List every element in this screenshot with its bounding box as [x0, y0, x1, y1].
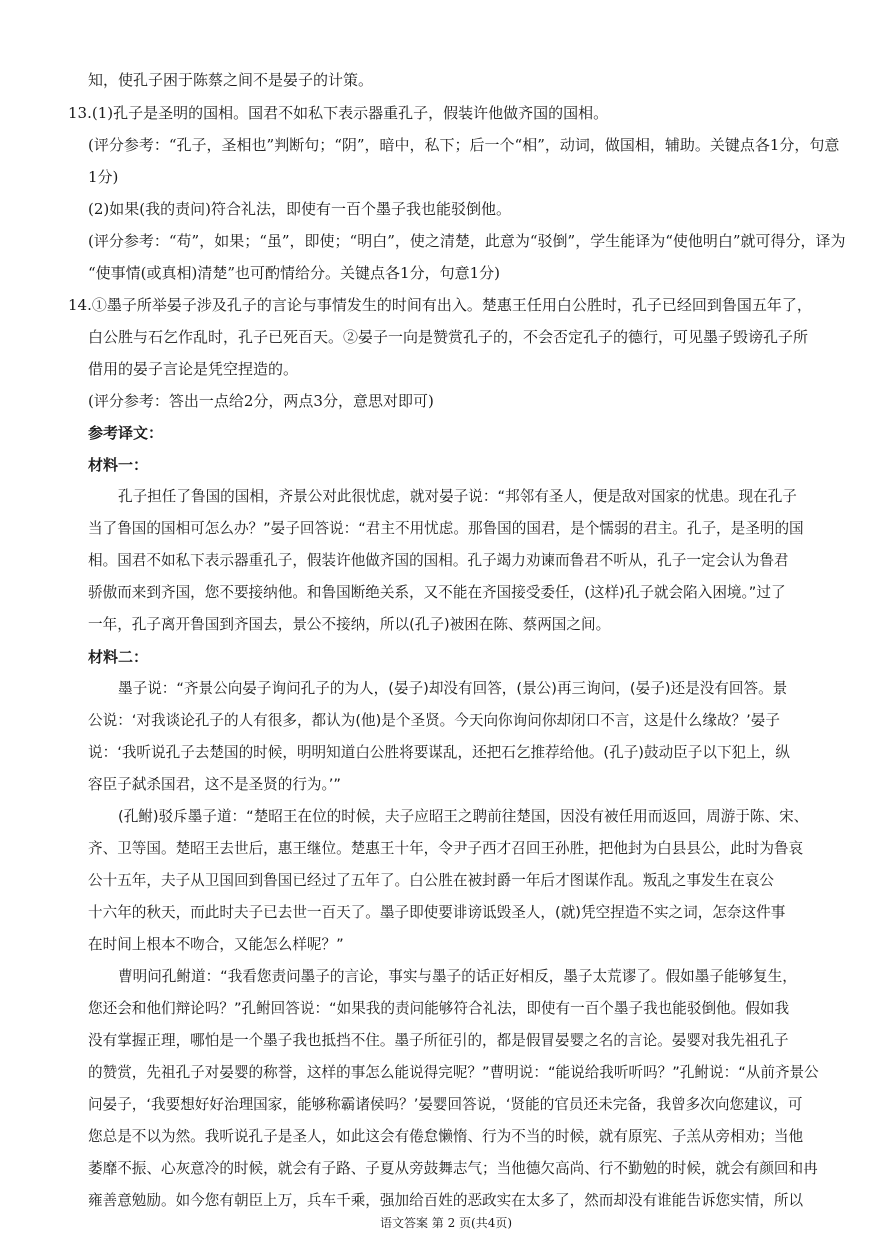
text-line: 14.①墨子所举晏子涉及孔子的言论与事情发生的时间有出入。楚惠王任用白公胜时，孔子已经回到鲁国五年了， [68, 296, 812, 314]
q14-grading-note [0, 391, 892, 411]
text-line: (2)如果(我的责问)符合礼法，即使有一百个墨子我也能驳倒他。 [88, 200, 511, 218]
text-line: 公十五年，夫子从卫国回到鲁国已经过了五年了。白公胜在被封爵一年后才图谋作乱。叛乱之事发生在哀公 [88, 872, 774, 889]
material-one-text [0, 487, 892, 635]
reference-translation-heading [0, 423, 892, 443]
text-line: 齐、卫等国。楚昭王去世后，惠王继位。楚惠王十年，令尹子西才召回王孙胜，把他封为白县县公，此时为鲁哀 [88, 840, 804, 857]
text-line: 白公胜与石乞作乱时，孔子已死百天。②晏子一向是赞赏孔子的，不会否定孔子的德行，可见墨子毁谤孔子所 [88, 328, 809, 346]
text-line: 雍善意勉励。如今您有朝臣上万，兵车千乘，强加给百姓的恶政实在太多了，然而却没有谁能告诉您实情，所以 [88, 1192, 804, 1209]
text-line: 问晏子，‘我要想好好治理国家，能够称霸诸侯吗？’晏婴回答说，‘贤能的官员还未完备，我曾多次向您建议，可 [88, 1096, 803, 1113]
material-two-paragraph-2 [0, 807, 892, 955]
text-line: 十六年的秋天，而此时夫子已去世一百天了。墨子即使要诽谤诋毁圣人，(就)凭空捏造不实之词，怎奈这件事 [88, 904, 786, 921]
text-line: 墨子说：“齐景公向晏子询问孔子的为人，(晏子)却没有回答，(景公)再三询问，(晏子)还是没有回答。景 [118, 680, 788, 697]
text-line: (评分参考：“苟”，如果；“虽”，即使；“明白”，使之清楚，此意为“驳倒”，学生能译为“使他明白”就可得分，译为 [88, 232, 846, 250]
text-line: (孔鲋)驳斥墨子道：“楚昭王在位的时候，夫子应昭王之聘前往楚国，因没有被任用而返回，周游于陈、宋、 [118, 808, 809, 825]
material-one-heading [0, 455, 892, 475]
text-line: 萎靡不振、心灰意冷的时候，就会有子路、子夏从旁鼓舞志气；当他德欠高尚、行不勤勉的时候，就会有颜回和冉 [88, 1160, 818, 1177]
page-footer: 语文答案 第 2 页(共4页) [379, 1216, 513, 1230]
text-line: (评分参考：答出一点给2分，两点3分，意思对即可) [88, 392, 434, 410]
q13-1-grading-note [0, 135, 892, 187]
text-line: 您还会和他们辩论吗？”孔鲋回答说：“如果我的责问能够符合礼法，即使有一百个墨子我也能驳倒他。假如我 [88, 1000, 790, 1017]
text-line: (评分参考：“孔子，圣相也”判断句；“阴”，暗中，私下；后一个“相”，动词，做国相，辅助。关键点各1分，句意 [88, 136, 840, 154]
text-line: 没有掌握正理，哪怕是一个墨子我也抵挡不住。墨子所征引的，都是假冒晏婴之名的言论。晏婴对我先祖孔子 [88, 1032, 789, 1049]
text-line: 1分) [88, 168, 119, 186]
text-line: 13.(1)孔子是圣明的国相。国君不如私下表示器重孔子，假装许他做齐国的国相。 [68, 104, 609, 122]
text-line: 材料一： [88, 456, 149, 474]
text-line: 知，使孔子困于陈蔡之间不是晏子的计策。 [88, 71, 374, 89]
text-line: 一年，孔子离开鲁国到齐国去，景公不接纳，所以(孔子)被困在陈、蔡两国之间。 [88, 616, 611, 633]
q13-2-grading-note [0, 231, 892, 283]
text-line: 相。国君不如私下表示器重孔子，假装许他做齐国的国相。孔子竭力劝谏而鲁君不听从，孔子一定会认为鲁君 [88, 552, 789, 569]
text-line: 您总是不以为然。我听说孔子是圣人，如此这会有倦怠懒惰、行为不当的时候，就有原宪、子羔从旁相劝；当他 [88, 1128, 804, 1145]
text-line: “使事情(或真相)清楚”也可酌情给分。关键点各1分，句意1分) [88, 264, 500, 282]
q12-tail [0, 70, 892, 90]
text-line: 当了鲁国的国相可怎么办？”晏子回答说：“君主不用忧虑。那鲁国的国君，是个懦弱的君主。孔子，是圣明的国 [88, 520, 804, 537]
text-line: 骄傲而来到齐国，您不要接纳他。和鲁国断绝关系，又不能在齐国接受委任，(这样)孔子就会陷入困境。”过了 [88, 584, 786, 601]
text-line: 参考译文： [88, 424, 164, 442]
material-two-paragraph-1 [0, 679, 892, 795]
text-line: 公说：‘对我谈论孔子的人有很多，都认为(他)是个圣贤。今天向你询问你却闭口不言，这是什么缘故？’晏子 [88, 712, 780, 729]
q13-1-answer [0, 103, 892, 123]
text-line: 说：‘我听说孔子去楚国的时候，明明知道白公胜将要谋乱，还把石乞推荐给他。(孔子)鼓动臣子以下犯上，纵 [88, 744, 790, 761]
q14-answer [0, 295, 892, 379]
text-line: 曹明问孔鲋道：“我看您责问墨子的言论，事实与墨子的话正好相反，墨子太荒谬了。假如墨子能够复生， [118, 968, 797, 985]
text-line: 材料二： [88, 648, 149, 666]
material-two-paragraph-3 [0, 967, 892, 1211]
text-line: 借用的晏子言论是凭空捏造的。 [88, 360, 299, 378]
text-line: 孔子担任了鲁国的国相，齐景公对此很忧虑，就对晏子说：“邦邻有圣人，便是敌对国家的忧患。现在孔子 [118, 488, 797, 505]
text-line: 的赞赏，先祖孔子对晏婴的称誉，这样的事怎么能说得完呢？”曹明说：“能说给我听听吗？”孔鲋说：“从前齐景公 [88, 1064, 819, 1081]
q13-2-answer [0, 199, 892, 219]
material-two-heading [0, 647, 892, 667]
text-line: 在时间上根本不吻合，又能怎么样呢？” [88, 936, 344, 953]
text-line: 容臣子弑杀国君，这不是圣贤的行为。’” [88, 776, 341, 793]
